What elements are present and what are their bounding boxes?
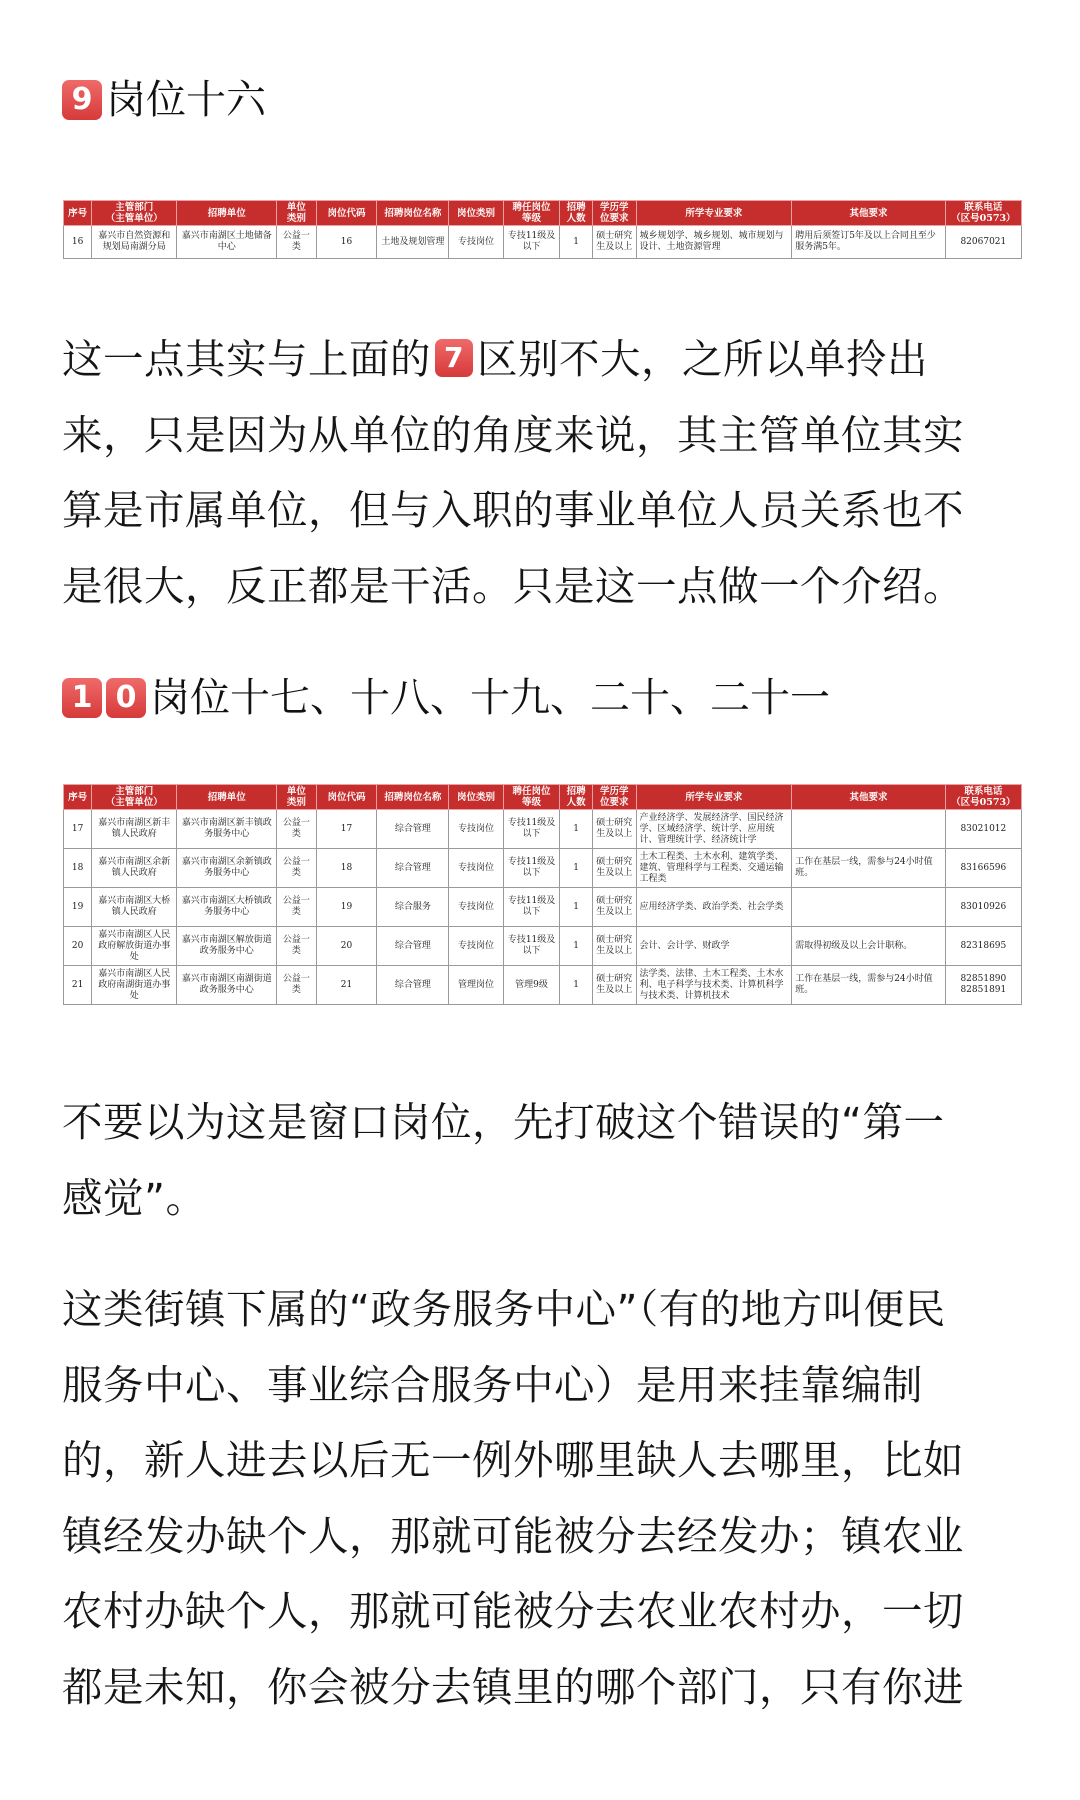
table-cell: 1: [560, 810, 593, 849]
table-cell: 聘用后须签订5年及以上合同且至少服务满5年。: [792, 226, 945, 259]
table-row: [64, 849, 1022, 888]
column-header: 聘任岗位 等级: [503, 201, 560, 226]
text-fragment: 这一点其实与上面的: [62, 335, 431, 383]
table-cell: 专技岗位: [449, 849, 503, 888]
keycap-number-icon: 0: [106, 678, 146, 718]
table-cell: 专技岗位: [449, 927, 503, 966]
table-cell: 16: [316, 226, 377, 259]
table-cell: 20: [64, 927, 92, 966]
table-cell: 嘉兴市南湖区大桥镇政务服务中心: [177, 888, 277, 927]
table-cell: 公益一类: [277, 888, 316, 927]
text-line: 的，新人进去以后无一例外哪里缺人去哪里，比如: [62, 1436, 964, 1484]
column-header: 岗位类别: [449, 785, 503, 810]
table-cell: 综合管理: [377, 927, 449, 966]
table-cell: 18: [64, 849, 92, 888]
table-cell: 会计、会计学、财政学: [636, 927, 792, 966]
column-header: 所学专业要求: [636, 201, 792, 226]
column-header: 学历学 位要求: [593, 201, 637, 226]
column-header: 联系电话 （区号0573）: [945, 201, 1021, 226]
column-header: 主管部门 （主管单位）: [92, 201, 177, 226]
text-line: 感觉”。: [62, 1173, 207, 1222]
table-cell: 嘉兴市南湖区人民政府解放街道办事处: [92, 927, 177, 966]
column-header: 招聘 人数: [560, 201, 593, 226]
table-cell: 硕士研究生及以上: [593, 226, 637, 259]
table-cell: 1: [560, 888, 593, 927]
section-heading-16: [62, 72, 266, 128]
text-line: 不要以为这是窗口岗位，先打破这个错误的“第一: [62, 1098, 945, 1146]
table-cell: 土地及规划管理: [377, 226, 449, 259]
table-cell: 专技岗位: [449, 226, 503, 259]
text-line: 算是市属单位，但与入职的事业单位人员关系也不: [62, 486, 964, 534]
table-cell: 工作在基层一线，需参与24小时值班。: [792, 849, 945, 888]
table-cell: 专技11级及以下: [503, 226, 560, 259]
table-cell: 硕士研究生及以上: [593, 966, 637, 1005]
table-cell: 专技11级及以下: [503, 810, 560, 849]
table-cell: 公益一类: [277, 966, 316, 1005]
table-row: [64, 810, 1022, 849]
table-cell: 嘉兴市自然资源和规划局南湖分局: [92, 226, 177, 259]
table-cell: 专技11级及以下: [503, 927, 560, 966]
table-cell: 21: [64, 966, 92, 1005]
section-heading-17-21: [62, 670, 830, 726]
table-cell: [792, 888, 945, 927]
column-header: 所学专业要求: [636, 785, 792, 810]
table-cell: 硕士研究生及以上: [593, 849, 637, 888]
table-cell: 嘉兴市南湖区余新镇政务服务中心: [177, 849, 277, 888]
table-cell: 嘉兴市南湖区新丰镇政务服务中心: [177, 810, 277, 849]
paragraph-2: [62, 1085, 1022, 1236]
table-cell: 专技岗位: [449, 888, 503, 927]
table-cell: 17: [64, 810, 92, 849]
column-header: 岗位代码: [316, 201, 377, 226]
table-cell: 嘉兴市南湖区解放街道政务服务中心: [177, 927, 277, 966]
table-cell: 专技11级及以下: [503, 849, 560, 888]
table-cell: 法学类、法律、土木工程类、土木水利、电子科学与技术类、计算机科学与技术类、计算机技术: [636, 966, 792, 1005]
column-header: 序号: [64, 201, 92, 226]
table-cell: 1: [560, 849, 593, 888]
recruitment-table-1: [63, 200, 1022, 259]
column-header: 岗位类别: [449, 201, 503, 226]
column-header: 学历学 位要求: [593, 785, 637, 810]
table-cell: 管理岗位: [449, 966, 503, 1005]
column-header: 招聘单位: [177, 201, 277, 226]
text-line: 服务中心、事业综合服务中心）是用来挂靠编制: [62, 1360, 923, 1409]
table-cell: 综合管理: [377, 966, 449, 1005]
table-cell: 综合服务: [377, 888, 449, 927]
text-line: 都是未知，你会被分去镇里的哪个部门，只有你进: [62, 1662, 964, 1711]
text-line: 来，只是因为从单位的角度来说，其主管单位其实: [62, 410, 964, 459]
table-header-row: [64, 785, 1022, 810]
table-row: [64, 927, 1022, 966]
column-header: 招聘 人数: [560, 785, 593, 810]
text-line: 农村办缺个人，那就可能被分去农业农村办，一切: [62, 1587, 964, 1635]
column-header: 序号: [64, 785, 92, 810]
table-cell: 嘉兴市南湖区新丰镇人民政府: [92, 810, 177, 849]
text-line: 这类街镇下属的“政务服务中心”（有的地方叫便民: [62, 1285, 946, 1333]
table-cell: 1: [560, 226, 593, 259]
table-cell: 专技岗位: [449, 810, 503, 849]
table-cell: 产业经济学、发展经济学、国民经济学、区域经济学、统计学、应用统计、管理统计学、经济统计学: [636, 810, 792, 849]
paragraph-3: [62, 1272, 1022, 1725]
table-cell: 土木工程类、土木水利、建筑学类、建筑、管理科学与工程类、交通运输工程类: [636, 849, 792, 888]
column-header: 聘任岗位 等级: [503, 785, 560, 810]
table-cell: 城乡规划学、城乡规划、城市规划与设计、土地资源管理: [636, 226, 792, 259]
column-header: 单位 类别: [277, 201, 316, 226]
table-cell: 公益一类: [277, 810, 316, 849]
table-cell: 21: [316, 966, 377, 1005]
table-cell: 嘉兴市南湖区大桥镇人民政府: [92, 888, 177, 927]
table-cell: 1: [560, 966, 593, 1005]
text-fragment: 区别不大，之所以单拎出: [477, 335, 928, 383]
table-cell: 83021012: [945, 810, 1021, 849]
table-cell: 嘉兴市南湖区土地储备中心: [177, 226, 277, 259]
keycap-number-icon: 1: [62, 678, 102, 718]
table-row: [64, 226, 1022, 259]
table-cell: 综合管理: [377, 810, 449, 849]
table-cell: 16: [64, 226, 92, 259]
table-cell: 19: [316, 888, 377, 927]
table-cell: 嘉兴市南湖区南湖街道政务服务中心: [177, 966, 277, 1005]
table-cell: 公益一类: [277, 927, 316, 966]
table-cell: 20: [316, 927, 377, 966]
table-cell: 18: [316, 849, 377, 888]
table-cell: 工作在基层一线，需参与24小时值班。: [792, 966, 945, 1005]
table-cell: 83166596: [945, 849, 1021, 888]
paragraph-1: [62, 322, 1022, 624]
table-cell: 管理9级: [503, 966, 560, 1005]
table-cell: [792, 810, 945, 849]
table-cell: 需取得初级及以上会计职称。: [792, 927, 945, 966]
table-cell: 82067021: [945, 226, 1021, 259]
column-header: 其他要求: [792, 201, 945, 226]
table-cell: 17: [316, 810, 377, 849]
keycap-number-icon: 9: [62, 80, 102, 120]
column-header: 单位 类别: [277, 785, 316, 810]
text-line: [62, 322, 1022, 398]
recruitment-table-2: [63, 784, 1022, 1005]
table-cell: 硕士研究生及以上: [593, 927, 637, 966]
column-header: 岗位代码: [316, 785, 377, 810]
column-header: 招聘岗位名称: [377, 785, 449, 810]
table-cell: 硕士研究生及以上: [593, 810, 637, 849]
table-cell: 综合管理: [377, 849, 449, 888]
table-cell: 公益一类: [277, 849, 316, 888]
table-cell: 公益一类: [277, 226, 316, 259]
table-row: [64, 888, 1022, 927]
section-title: 岗位十六: [106, 77, 266, 123]
text-line: 是很大，反正都是干活。只是这一点做一个介绍。: [62, 561, 964, 610]
table-cell: 硕士研究生及以上: [593, 888, 637, 927]
keycap-number-icon: 7: [435, 339, 473, 377]
column-header: 招聘单位: [177, 785, 277, 810]
table-cell: 应用经济学类、政治学类、社会学类: [636, 888, 792, 927]
column-header: 联系电话 （区号0573）: [945, 785, 1021, 810]
table-cell: 82851890 82851891: [945, 966, 1021, 1005]
table-header-row: [64, 201, 1022, 226]
table-cell: 专技11级及以下: [503, 888, 560, 927]
section-title: 岗位十七、十八、十九、二十、二十一: [150, 675, 830, 721]
text-line: 镇经发办缺个人，那就可能被分去经发办；镇农业: [62, 1511, 964, 1560]
table-cell: 嘉兴市南湖区人民政府南湖街道办事处: [92, 966, 177, 1005]
table-row: [64, 966, 1022, 1005]
table-cell: 19: [64, 888, 92, 927]
table-cell: 83010926: [945, 888, 1021, 927]
table-cell: 嘉兴市南湖区余新镇人民政府: [92, 849, 177, 888]
column-header: 招聘岗位名称: [377, 201, 449, 226]
table-cell: 82318695: [945, 927, 1021, 966]
table-cell: 1: [560, 927, 593, 966]
column-header: 其他要求: [792, 785, 945, 810]
column-header: 主管部门 （主管单位）: [92, 785, 177, 810]
